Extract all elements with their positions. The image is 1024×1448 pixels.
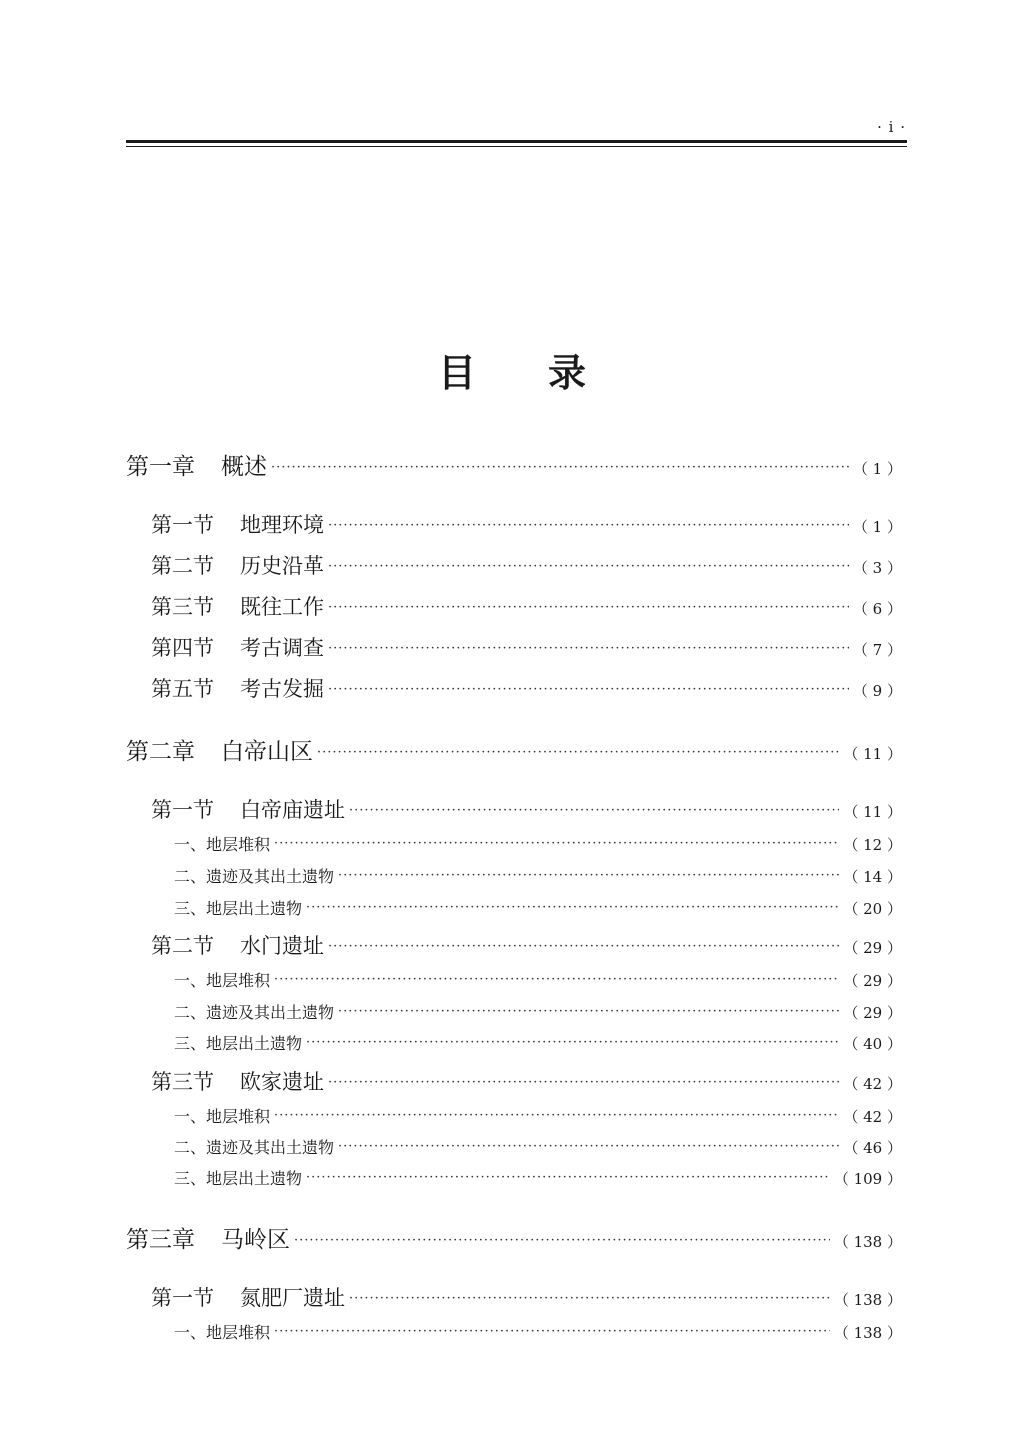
- toc-entry-text: 历史沿革: [240, 554, 324, 578]
- toc-entry-chapter[interactable]: [126, 1221, 902, 1254]
- toc-entry-section[interactable]: [151, 673, 902, 703]
- toc-title-part1: 目: [437, 350, 476, 395]
- toc-entry-number: 第二节: [151, 934, 214, 958]
- toc-entry-page: （ 109 ）: [833, 1170, 902, 1188]
- toc-entry-label: [174, 968, 270, 991]
- header-rule-thick: [126, 140, 907, 143]
- toc-entry-section[interactable]: [151, 930, 902, 960]
- toc-entry-text: 欧家遗址: [240, 1070, 324, 1094]
- header-rule-thin: [126, 146, 907, 147]
- toc-leader-dots: [349, 798, 839, 817]
- toc-entry-text: 白帝山区: [221, 739, 313, 765]
- toc-entry-page: （ 29 ）: [843, 939, 902, 957]
- toc-entry-text: 白帝庙遗址: [240, 798, 345, 822]
- toc-leader-dots: [349, 1286, 830, 1305]
- toc-leader-dots: [306, 1033, 839, 1049]
- toc-entry-item[interactable]: [174, 968, 902, 991]
- toc-entry-page: （ 11 ）: [843, 745, 902, 763]
- toc-entry-page: （ 138 ）: [833, 1233, 902, 1251]
- toc-entry-label: [151, 550, 324, 580]
- toc-leader-dots: [271, 453, 849, 474]
- toc-entry-label: [151, 794, 345, 824]
- toc-entry-text: 二、遗迹及其出土遗物: [174, 867, 335, 886]
- toc-entry-number: 第一节: [151, 798, 214, 822]
- toc-entry-page: （ 9 ）: [852, 682, 902, 700]
- toc-entry-label: [174, 1000, 334, 1023]
- toc-entry-label: [174, 1104, 270, 1127]
- toc-leader-dots: [328, 934, 839, 953]
- toc-entry-number: 第一节: [151, 1286, 214, 1310]
- toc-entry-label: [126, 448, 267, 481]
- toc-entry-text: 氮肥厂遗址: [240, 1286, 345, 1310]
- toc-entry-text: 一、地层堆积: [174, 971, 271, 990]
- toc-entry-label: [174, 864, 334, 887]
- toc-leader-dots: [328, 595, 849, 614]
- toc-entry-label: [126, 1221, 290, 1254]
- toc-entry-page: （ 7 ）: [852, 641, 902, 659]
- toc-entry-label: [174, 896, 302, 919]
- toc-entry-item[interactable]: [174, 1104, 902, 1127]
- toc-entry-section[interactable]: [151, 632, 902, 662]
- toc-entry-text: 概述: [221, 454, 267, 480]
- toc-entry-number: 第一节: [151, 513, 214, 537]
- toc-entry-label: [151, 632, 324, 662]
- toc-entry-text: 考古调查: [240, 636, 324, 660]
- toc-entry-label: [126, 733, 313, 766]
- toc-entry-text: 三、地层出土遗物: [174, 899, 303, 918]
- toc-entry-page: （ 42 ）: [843, 1108, 902, 1126]
- toc-entry-label: [174, 1031, 302, 1054]
- toc-leader-dots: [274, 834, 839, 850]
- toc-leader-dots: [328, 513, 849, 532]
- toc-leader-dots: [328, 636, 849, 655]
- toc-entry-page: （ 138 ）: [833, 1324, 902, 1342]
- toc-entry-number: 第一章: [126, 454, 195, 480]
- toc-entry-page: （ 138 ）: [833, 1291, 902, 1309]
- toc-leader-dots: [306, 898, 839, 914]
- toc-entry-number: 第三节: [151, 595, 214, 619]
- toc-entry-label: [151, 509, 324, 539]
- toc-leader-dots: [294, 1226, 830, 1247]
- toc-entry-label: [174, 1166, 302, 1189]
- toc-entry-page: （ 46 ）: [843, 1139, 902, 1157]
- toc-entry-page: （ 42 ）: [843, 1075, 902, 1093]
- toc-entry-page: （ 29 ）: [843, 972, 902, 990]
- toc-entry-section[interactable]: [151, 1282, 902, 1312]
- toc-title-part2: 录: [548, 350, 587, 395]
- toc-entry-number: 第五节: [151, 677, 214, 701]
- toc-entry-item[interactable]: [174, 832, 902, 855]
- toc-entry-page: （ 6 ）: [852, 600, 902, 618]
- toc-entry-text: 二、遗迹及其出土遗物: [174, 1003, 335, 1022]
- toc-leader-dots: [338, 866, 839, 882]
- toc-entry-number: 第三节: [151, 1070, 214, 1094]
- toc-entry-label: [174, 832, 270, 855]
- toc-leader-dots: [274, 970, 839, 986]
- toc-entry-number: 第二节: [151, 554, 214, 578]
- toc-entry-page: （ 14 ）: [843, 868, 902, 886]
- toc-entry-item[interactable]: [174, 1031, 902, 1054]
- toc-leader-dots: [328, 677, 849, 696]
- toc-entry-page: （ 40 ）: [843, 1035, 902, 1053]
- toc-entry-page: （ 11 ）: [843, 803, 902, 821]
- toc-entry-text: 三、地层出土遗物: [174, 1034, 303, 1053]
- toc-entry-chapter[interactable]: [126, 733, 902, 766]
- toc-entry-text: 一、地层堆积: [174, 1107, 271, 1126]
- toc-entry-label: [174, 1320, 270, 1343]
- toc-entry-text: 一、地层堆积: [174, 1323, 271, 1342]
- toc-leader-dots: [274, 1106, 839, 1122]
- toc-entry-number: 第三章: [126, 1227, 195, 1253]
- toc-entry-label: [174, 1135, 334, 1158]
- toc-entry-label: [151, 591, 324, 621]
- toc-entry-item[interactable]: [174, 1000, 902, 1023]
- toc-entry-item[interactable]: [174, 1135, 902, 1158]
- toc-entry-chapter[interactable]: [126, 448, 902, 481]
- toc-entry-page: （ 1 ）: [852, 518, 902, 536]
- toc-leader-dots: [317, 738, 839, 759]
- toc-entry-item[interactable]: [174, 896, 902, 919]
- toc-entry-section[interactable]: [151, 591, 902, 621]
- toc-entry-item[interactable]: [174, 864, 902, 887]
- toc-leader-dots: [274, 1322, 830, 1338]
- toc-entry-page: （ 12 ）: [843, 836, 902, 854]
- toc-entry-item[interactable]: [174, 1166, 902, 1189]
- toc-entry-label: [151, 1066, 324, 1096]
- toc-entry-page: （ 3 ）: [852, 559, 902, 577]
- toc-leader-dots: [328, 1070, 839, 1089]
- toc-entry-text: 既往工作: [240, 595, 324, 619]
- toc-entry-text: 一、地层堆积: [174, 835, 271, 854]
- toc-entry-text: 地理环境: [240, 513, 324, 537]
- toc-entry-section[interactable]: [151, 1066, 902, 1096]
- toc-entry-section[interactable]: [151, 509, 902, 539]
- toc-entry-text: 三、地层出土遗物: [174, 1169, 303, 1188]
- toc-entry-text: 考古发掘: [240, 677, 324, 701]
- page-number: · i ·: [877, 118, 906, 136]
- toc-entry-label: [151, 1282, 345, 1312]
- toc-leader-dots: [328, 554, 849, 573]
- toc-leader-dots: [338, 1002, 839, 1018]
- toc-entry-item[interactable]: [174, 1320, 902, 1343]
- toc-entry-label: [151, 673, 324, 703]
- toc-title: [0, 342, 1024, 397]
- toc-leader-dots: [306, 1168, 830, 1184]
- toc-entry-page: （ 20 ）: [843, 900, 902, 918]
- toc-entry-section[interactable]: [151, 550, 902, 580]
- toc-entry-text: 二、遗迹及其出土遗物: [174, 1138, 335, 1157]
- toc-entry-number: 第四节: [151, 636, 214, 660]
- toc-entry-text: 水门遗址: [240, 934, 324, 958]
- toc-entry-number: 第二章: [126, 739, 195, 765]
- toc-entry-page: （ 29 ）: [843, 1004, 902, 1022]
- toc-entry-label: [151, 930, 324, 960]
- toc-entry-text: 马岭区: [221, 1227, 290, 1253]
- toc-entry-page: （ 1 ）: [852, 460, 902, 478]
- toc-leader-dots: [338, 1137, 839, 1153]
- toc-entry-section[interactable]: [151, 794, 902, 824]
